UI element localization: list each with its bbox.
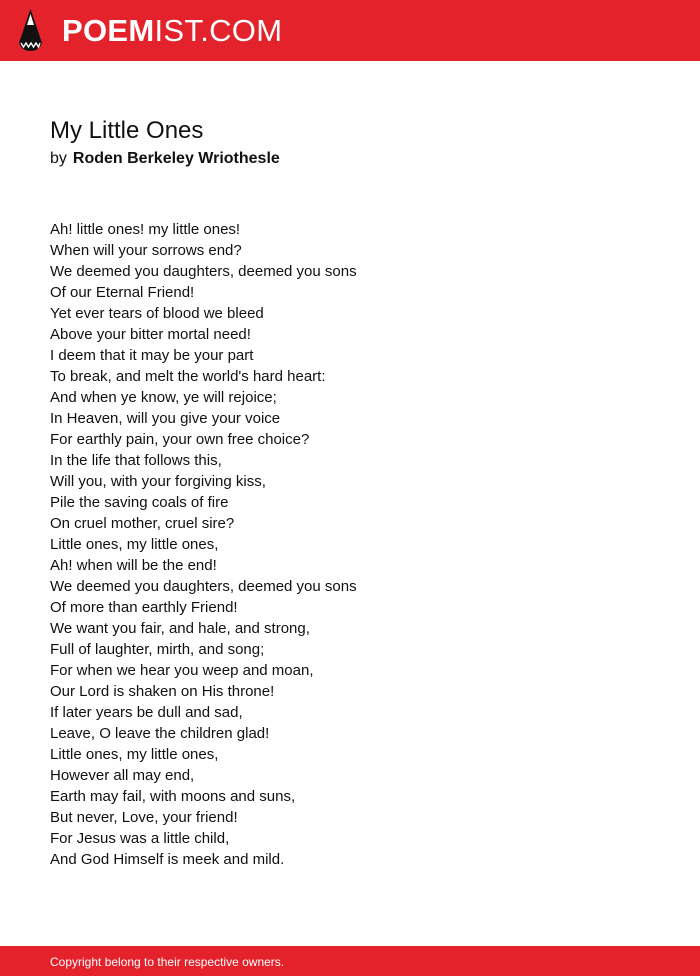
poem-line: For Jesus was a little child, [50, 830, 230, 847]
poem-line: We deemed you daughters, deemed you sons [50, 578, 357, 595]
logo-light-text: IST.COM [154, 13, 283, 48]
poem-line: Earth may fail, with moons and suns, [50, 788, 296, 805]
poem-line: On cruel mother, cruel sire? [50, 515, 235, 532]
poem-line: I deem that it may be your part [50, 347, 254, 364]
poem-line: And God Himself is meek and mild. [50, 851, 285, 868]
poem-line: Of more than earthly Friend! [50, 599, 238, 616]
poem-line: Above your bitter mortal need! [50, 326, 251, 343]
poem-author: Roden Berkeley Wriothesle [72, 150, 280, 167]
poem-line: Ah! little ones! my little ones! [50, 221, 241, 238]
poem-line: We deemed you daughters, deemed you sons [50, 263, 357, 280]
poem-line: Pile the saving coals of fire [50, 494, 229, 511]
site-footer [0, 946, 700, 976]
poem-line: And when ye know, ye will rejoice; [50, 389, 277, 406]
poem-line: Little ones, my little ones, [50, 746, 219, 763]
poem-line: But never, Love, your friend! [50, 809, 238, 826]
pencil-icon[interactable] [18, 9, 43, 51]
poem-line: To break, and melt the world's hard heart: [50, 368, 326, 385]
poem-line: Yet ever tears of blood we bleed [50, 305, 264, 322]
by-label: by [50, 150, 67, 167]
poem-line: Leave, O leave the children glad! [50, 725, 270, 742]
site-header [0, 0, 700, 61]
copyright-text: Copyright belong to their respective owners. [50, 955, 285, 969]
poem-title: My Little Ones [50, 117, 204, 144]
poem-line: If later years be dull and sad, [50, 704, 243, 721]
poem-line: We want you fair, and hale, and strong, [50, 620, 310, 637]
poem-line: Our Lord is shaken on His throne! [50, 683, 275, 700]
poem-line: In the life that follows this, [50, 452, 222, 469]
poem-line: In Heaven, will you give your voice [50, 410, 281, 427]
poem-line: Full of laughter, mirth, and song; [50, 641, 265, 658]
poem-line: For when we hear you weep and moan, [50, 662, 314, 679]
poem-line: Ah! when will be the end! [50, 557, 217, 574]
poem-line: For earthly pain, your own free choice? [50, 431, 310, 448]
logo-bold-text: POEM [62, 13, 155, 48]
poem-line: Will you, with your forgiving kiss, [50, 473, 266, 490]
site-logo[interactable] [62, 12, 282, 50]
poem-line: Little ones, my little ones, [50, 536, 219, 553]
poem-line: However all may end, [50, 767, 195, 784]
poem-byline [50, 148, 280, 170]
poem-line: When will your sorrows end? [50, 242, 242, 259]
poem-line: Of our Eternal Friend! [50, 284, 195, 301]
poem-body [50, 219, 650, 870]
